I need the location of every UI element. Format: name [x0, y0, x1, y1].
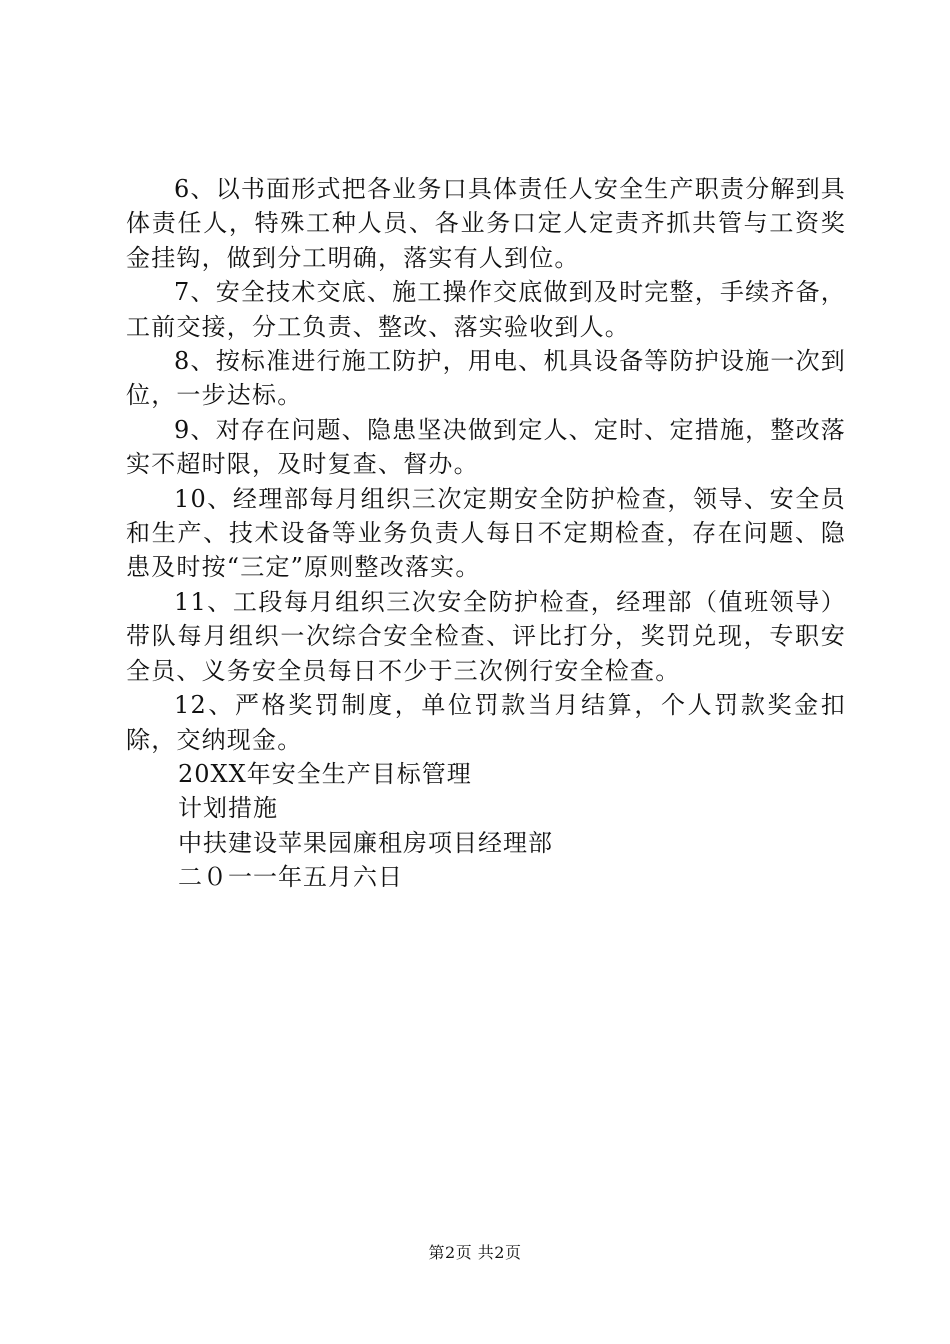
page-number-footer: 第2页 共2页	[428, 1243, 522, 1262]
paragraph-item-9: 9、对存在问题、隐患坚决做到定人、定时、定措施，整改落实不超时限，及时复查、督办。	[126, 415, 846, 479]
paragraph-item-7: 7、安全技术交底、施工操作交底做到及时完整，手续齐备，工前交接，分工负责、整改、落实验收到人。	[126, 278, 846, 341]
paragraph-item-8: 8、按标准进行施工防护，用电、机具设备等防护设施一次到位，一步达标。	[126, 347, 846, 410]
document-body	[126, 172, 846, 895]
closing-title-line-2: 计划措施	[178, 794, 278, 823]
paragraph-item-10: 10、经理部每月组织三次定期安全防护检查，领导、安全员和生产、技术设备等业务负责人每日不定期检查，存在问题、隐患及时按“三定”原则整改落实。	[126, 484, 846, 582]
paragraph-item-12: 12、严格奖罚制度，单位罚款当月结算，个人罚款奖金扣除，交纳现金。	[126, 691, 846, 754]
paragraph-item-11: 11、工段每月组织三次安全防护检查，经理部（值班领导）带队每月组织一次综合安全检查、评比打分，奖罚兑现，专职安全员、义务安全员每日不少于三次例行安全检查。	[126, 587, 846, 685]
closing-organization: 中扶建设苹果园廉租房项目经理部	[178, 828, 553, 857]
closing-date: 二０一一年五月六日	[178, 863, 403, 892]
paragraph-item-6: 6、以书面形式把各业务口具体责任人安全生产职责分解到具体责任人，特殊工种人员、各业务口定人定责齐抓共管与工资奖金挂钩，做到分工明确，落实有人到位。	[126, 175, 846, 272]
closing-title-line-1: 20XX年安全生产目标管理	[178, 759, 472, 788]
